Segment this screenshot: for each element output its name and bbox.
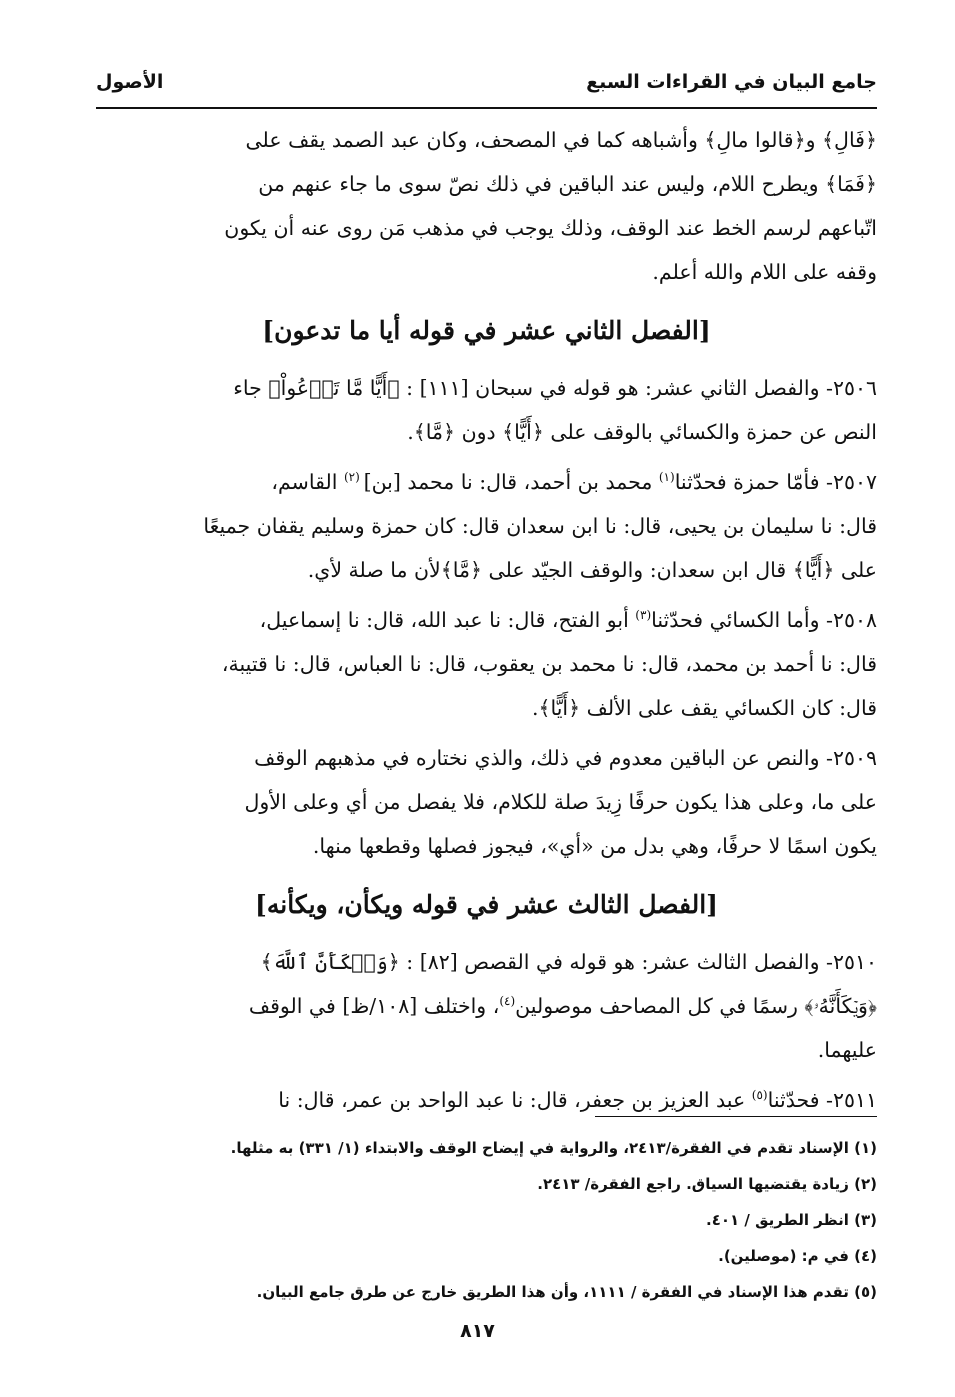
intro-line: اتّباعهم لرسم الخط عند الوقف، وذلك يوجب في مذهب مَن روى عنه أن يكون (224, 216, 877, 240)
paragraph-2509-line: يكون اسمًا لا حرفًا، وهي بدل من «أي»، فيجوز فصلها وقطعها منها. (312, 834, 877, 858)
paragraph-2510-line: عليهما. (817, 1038, 877, 1062)
paragraph-2509-line: ٢٥٠٩- والنص عن الباقين معدوم في ذلك، والذي نختاره في مذهبهم الوقف (254, 746, 877, 770)
footnote-rule (595, 1116, 877, 1117)
intro-line: ﴿فَمَا﴾ ويطرح اللام، وليس عند الباقين في ذلك نصّ سوى ما جاء عنهم من (258, 172, 877, 196)
footnote-ref[interactable]: (٣) (635, 608, 652, 623)
running-header (96, 60, 877, 104)
footnote-ref[interactable]: (٢) (343, 470, 364, 485)
paragraph-2506-line: ٢٥٠٦- والفصل الثاني عشر: هو قوله في سبحان [١١١] : ﴿أَيًّا مَّا تَدۡعُواْ﴾ جاء (233, 376, 877, 400)
page-number: ٨١٧ (460, 1320, 495, 1342)
header-rule (96, 107, 877, 109)
section-heading-13: [الفصل الثالث عشر في قوله ويكأن، ويكأنه] (255, 890, 718, 919)
paragraph-2507-line: قال: نا سليمان بن يحيى، قال: نا ابن سعدان قال: كان حمزة وسليم يقفان جميعًا (203, 514, 877, 538)
paragraph-2508-first-line: ٢٥٠٨- وأما الكسائي فحدّثنا$^{(٣)}$ أبو الفتح، قال: نا عبد الله، قال: نا إسماعيل، (259, 608, 877, 632)
footnote-ref[interactable]: (٥) (751, 1088, 768, 1103)
section-heading-12: [الفصل الثاني عشر في قوله أيا ما تدعون] (262, 316, 711, 345)
section-title: الأصول (96, 71, 164, 93)
paragraph-2511-line: ٢٥١١- فحدّثنا$^{(٥)}$ عبد العزيز بن جعفر، قال: نا عبد الواحد بن عمر، قال: نا (278, 1088, 877, 1112)
footnote-3: (٣) انظر الطريق / ٤٠١. (706, 1211, 877, 1229)
footnotes (96, 1130, 877, 1310)
footnote-1: (١) الإسناد تقدم في الفقرة/٢٤١٣، والرواية في إيضاح الوقف والابتداء (١/ ٣٣١) به مثلها. (230, 1139, 877, 1157)
intro-line: وقفه على اللام والله أعلم. (652, 260, 877, 284)
paragraph-2510-line: ٢٥١٠- والفصل الثالث عشر: هو قوله في القصص [٨٢] : ﴿وَيۡكَأَنَّ ٱللَّهَ﴾ (260, 950, 877, 974)
paragraph-2510-line: ﴿وَيۡكَأَنَّهُۥ﴾ رسمًا في كل المصاحف موصولين$^{(٤)}$، واختلف [١٠٨/ظ] في الوقف (248, 994, 877, 1018)
footnote-4: (٤) في م: (موصلين). (718, 1247, 877, 1265)
intro-line: ﴿فَالِ﴾ و﴿قالوا مالِ﴾ وأشباهه كما في المصحف، وكان عبد الصمد يقف على (245, 128, 877, 152)
paragraph-2508-line: قال: نا أحمد بن محمد، قال: نا محمد بن يعقوب، قال: نا العباس، قال: نا قتيبة، (221, 652, 877, 676)
book-title: جامع البيان في القراءات السبع (586, 71, 877, 93)
paragraph-2509-line: على ما، وعلى هذا يكون حرفًا زِيدَ صلة للكلام، فلا يفصل من أي وعلى الأول (244, 790, 877, 814)
paragraph-2506-line: النص عن حمزة والكسائي بالوقف على ﴿أَيًّا﴾ دون ﴿مَّا﴾. (407, 420, 877, 444)
footnote-2: (٢) زيادة يقتضيها السياق. راجع الفقرة/ ٢٤١٣. (537, 1175, 877, 1193)
paragraph-2508-line: قال: كان الكسائي يقف على الألف ﴿أَيًّا﴾. (531, 696, 877, 720)
paragraph-2507-line: على ﴿أَيًّا﴾ قال ابن سعدان: والوقف الجيّد على ﴿مَّا﴾لأن ما صلة لأي. (307, 558, 877, 582)
footnote-5: (٥) تقدم هذا الإسناد في الفقرة / ١١١١، وأن هذا الطريق خارج عن طرق جامع البيان. (256, 1283, 877, 1301)
paragraph-2507-first-line: ٢٥٠٧- فأمّا حمزة فحدّثنا$^{(١)}$ محمد بن أحمد، قال: نا محمد [بن] $^{(٢)}$ القاسم، (271, 470, 877, 494)
footnote-ref[interactable]: (٤) (499, 994, 516, 1009)
footnote-ref[interactable]: (١) (658, 470, 675, 485)
main-text (96, 118, 877, 1122)
